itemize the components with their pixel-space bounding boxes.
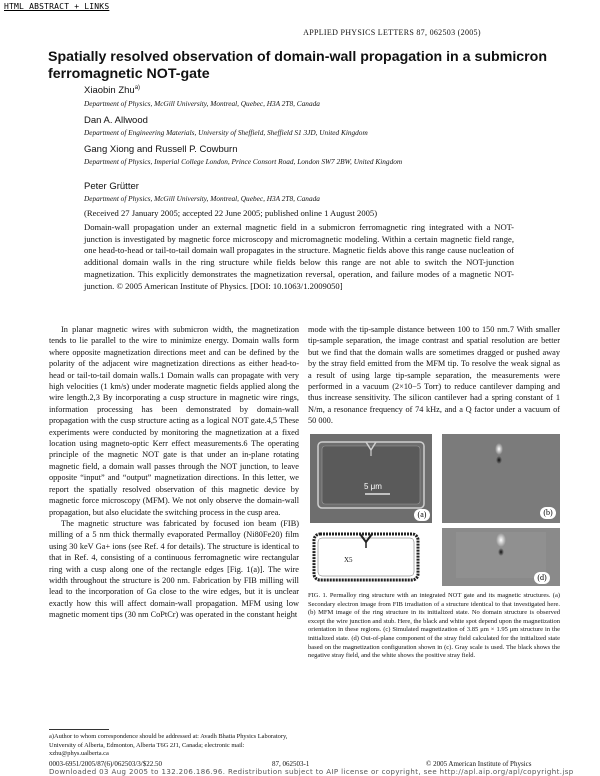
paper-title: Spatially resolved observation of domain-wall propagation in a submicron ferromagnetic NOT-gate xyxy=(48,49,548,82)
panel-label-a: (a) xyxy=(414,509,430,521)
journal-header xyxy=(0,28,600,37)
paragraph-2: The magnetic structure was fabricated by focused ion beam (FIB) milling of a 5 nm thick thermally evaporated Permalloy (Ni80Fe20) film using 30 keV Ga+ ions (see Ref. 4 for details). The structure is identical to that in Ref. 4, consisting of a continuous ferromagnetic wire rectangular ring with a cusp along one of the rectangle edges [Fig. 1(a)]. The wire width throughout the structure is 200 nm. Fabrication by FIB milling will lead to the incorporation of Ga close to the wire edges, but it is unclear exactly how this will affect domain-wall propagation. MFM using low magnetic moment tips (30 nm CoPtCr) was operated in the constant height xyxy=(49,518,299,620)
abstract: Domain-wall propagation under an external magnetic field in a submicron ferromagnetic ring integrated with a NOT-junction is investigated by magnetic force microscopy and micromagnetic modeling. Within a certain magnetic field range, one head-to-head or tail-to-tail domain wall propagates in the structure. Magnetic fields above this range cause nucleation of additional domain walls in the ring structure while fields below this range are not able to switch the NOT-junction magnetization. This explicitly demonstrates the magnetization reversal, operation, and failure modes of a magnetic NOT-junction. © 2005 American Institute of Physics. [DOI: 10.1063/1.2009050] xyxy=(84,222,514,291)
panel-b-mfm-image xyxy=(442,434,560,523)
panel-label-b: (b) xyxy=(540,507,556,519)
author-1 xyxy=(84,85,140,96)
affiliation-2: Department of Engineering Materials, University of Sheffield, Sheffield S1 3JD, United Kingdom xyxy=(84,128,368,137)
author-sup: a) xyxy=(134,85,141,91)
affiliation-3: Department of Physics, Imperial College London, Prince Consort Road, London SW7 2BW, United Kingdom xyxy=(84,157,403,166)
figure-1 xyxy=(310,434,560,586)
download-notice: Downloaded 03 Aug 2005 to 132.206.186.96. Redistribution subject to AIP license or copyright, see http://apl.aip.org/apl/copyright.jsp xyxy=(49,768,574,776)
x5-label: X5 xyxy=(344,556,353,564)
panel-label-d: (d) xyxy=(534,572,550,584)
footnote-rule xyxy=(49,729,109,730)
page-number: 87, 062503-1 xyxy=(272,760,310,768)
sem-ring-structure xyxy=(310,434,432,523)
journal-header-text: APPLIED PHYSICS LETTERS 87, 062503 (2005) xyxy=(303,28,481,37)
paragraph-1: In planar magnetic wires with submicron width, the magnetization tends to lie parallel to the wire to minimize energy. Domain walls form where opposite magnetization directions meet and can be defined by the polarity of the adjacent wire magnetization directions as either head-to-head or tail-to-tail domain walls.1 Domain walls can propagate with very high velocities (1 km/s) under moderate magnetic fields applied along the wire length.2,3 By incorporating a cusp structure in magnetic wire rings, information processing has been demonstrated by domain-wall propagation with the cusp structure acting as a logical NOT gate.4,5 These experiments were conducted by monitoring the magnetization at a fixed location using magneto-optic Kerr effect measurements.6 The operating principle of the magnetic NOT gate is that under an in-plane rotating magnetic field, a domain wall passes through the NOT junction, to leave opposite “input” and “output” magnetization directions. In this letter, we report the spatially resolved observation of this magnetic device by magnetic force microscopy (MFM). We not only observe the domain-wall propagation, but also elucidate the switching process in the cusp area. xyxy=(49,325,299,517)
affiliation-4: Department of Physics, McGill University, Montreal, Quebec, H3A 2T8, Canada xyxy=(84,194,320,203)
author-4: Peter Grütter xyxy=(84,181,139,192)
issn-line: 0003-6951/2005/87(6)/062503/3/$22.50 xyxy=(49,760,162,768)
html-abstract-links[interactable]: HTML ABSTRACT + LINKS xyxy=(4,2,110,11)
panel-d-stray-field xyxy=(442,528,560,586)
panel-c-simulation xyxy=(310,528,432,586)
panel-a-sem-image xyxy=(310,434,432,523)
scale-bar-label: 5 μm xyxy=(364,482,382,491)
simulated-magnetization xyxy=(310,528,432,586)
affiliation-1: Department of Physics, McGill University, Montreal, Quebec, H3A 2T8, Canada xyxy=(84,99,320,108)
copyright-line: © 2005 American Institute of Physics xyxy=(426,760,532,768)
left-column xyxy=(49,324,299,621)
author-2: Dan A. Allwood xyxy=(84,115,148,126)
paragraph-3: mode with the tip-sample distance between 100 to 150 nm.7 With smaller tip-sample separation, the image contrast and spatial resolution are better but we find that the domain walls are sometimes dragged or pushed away by the stray field emitted from the MFM tip. To resolve the weak signal as a result of using large tip-sample separation, the measurements were performed in a vacuum (2×10−5 Torr) to reduce cantilever damping and thus increase sensitivity. The silicon cantilever had a spring constant of 1 N/m, a resonance frequency of 74 kHz, and a Q factor under a vacuum of 50 000. xyxy=(308,325,560,426)
footnote: a)Author to whom correspondence should be addressed at: Avadh Bhatia Physics Laboratory, University of Alberta, Edmonton, Alberta T6G 2J1, Canada; electronic mail: xzhu@phys.ualberta.ca xyxy=(49,733,288,758)
author-3: Gang Xiong and Russell P. Cowburn xyxy=(84,144,238,155)
figure-caption: FIG. 1. Permalloy ring structure with an integrated NOT gate and its magnetic structures. (a) Secondary electron image from FIB irradiation of a structure identical to that investigated here. (b) MFM image of the ring structure in its initialized state. No domain structure is observed except the wire junction and stub. Here, the black and white spot depend upon the magnetization orientation in these regions. (c) Simulated magnetization of 3.85 μm × 1.95 μm structure in the initialized state. (d) Out-of-plane component of the stray field calculated for the initialized state based on the magnetization configuration shown in (c). Gray scale is used. The black shows the negative stray field, and the white shows the positive stray field. xyxy=(308,592,560,660)
received-dates: (Received 27 January 2005; accepted 22 June 2005; published online 1 August 2005) xyxy=(84,208,378,218)
author-name: Xiaobin Zhu xyxy=(84,85,135,97)
right-column xyxy=(308,324,560,427)
